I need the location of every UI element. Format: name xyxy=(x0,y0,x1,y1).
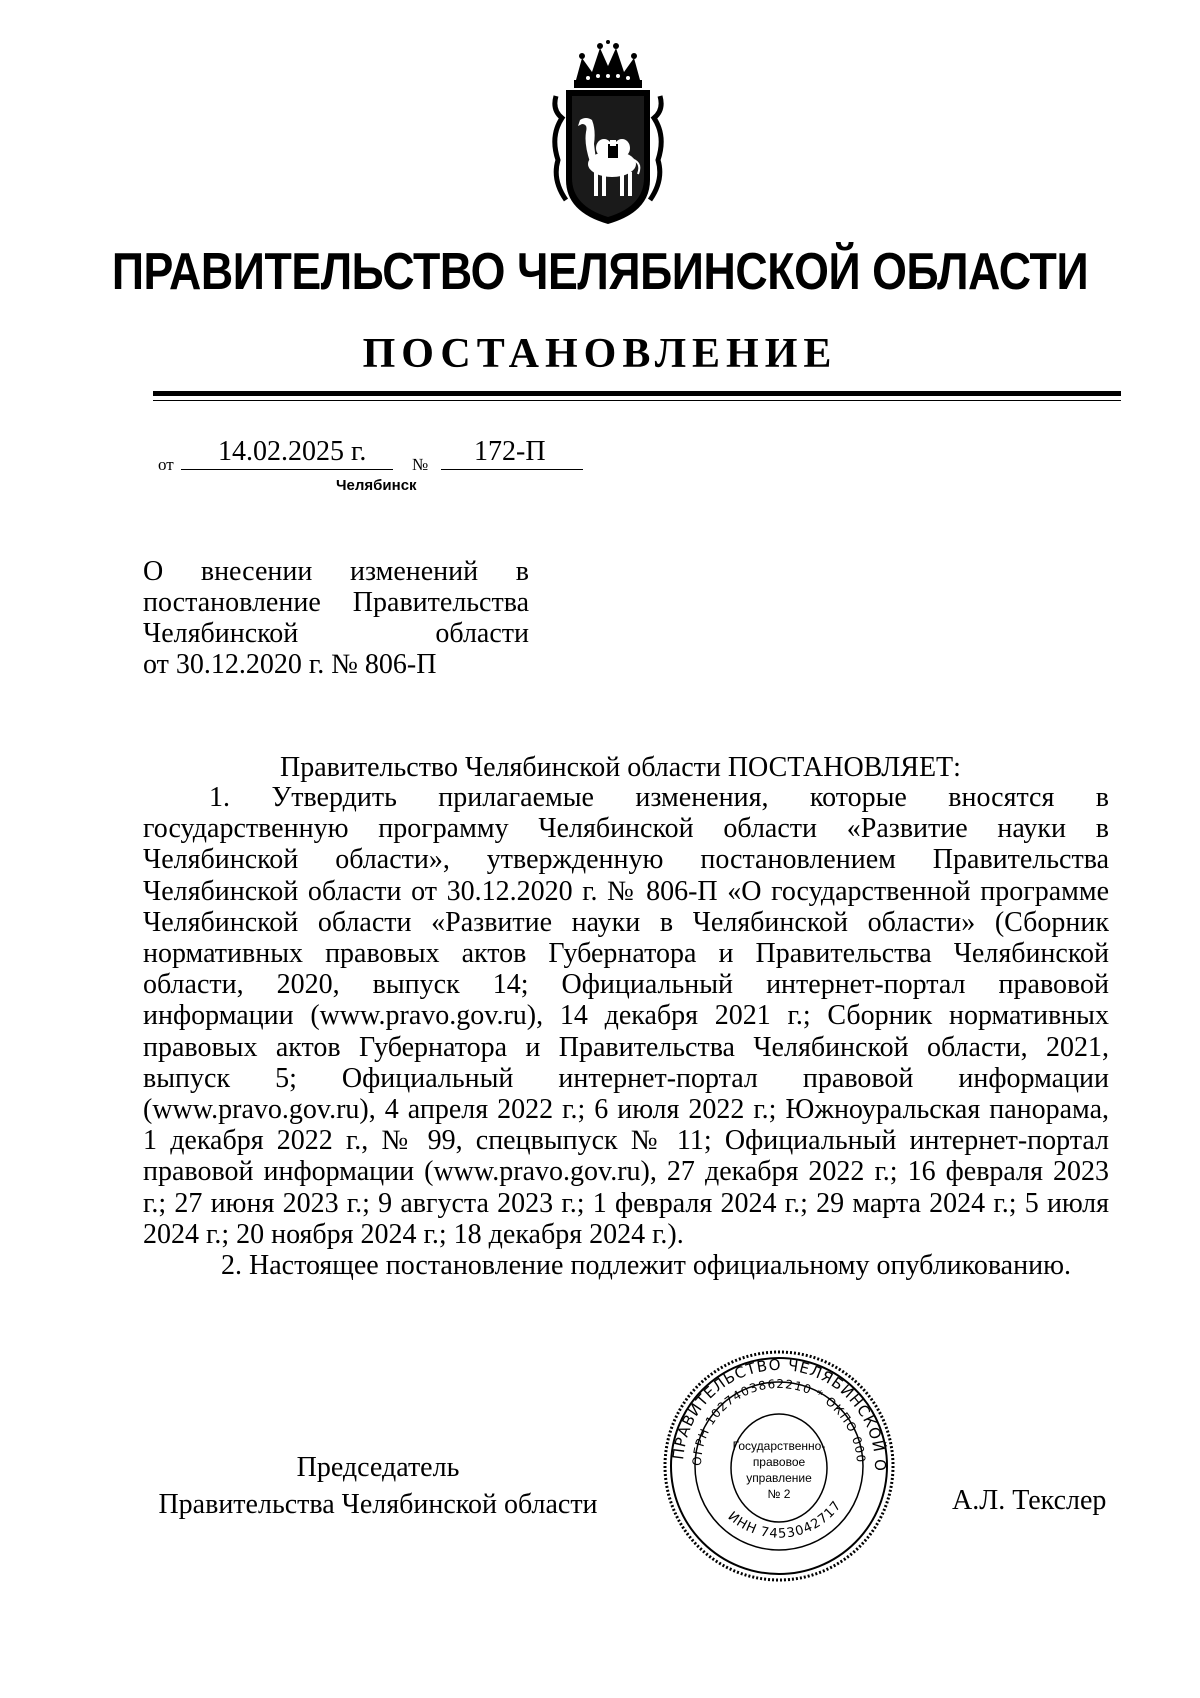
subject-line: О внесении изменений в xyxy=(143,556,529,587)
seal-center-line: № 2 xyxy=(767,1487,791,1501)
organization-title: ПРАВИТЕЛЬСТВО ЧЕЛЯБИНСКОЙ ОБЛАСТИ xyxy=(111,243,1089,301)
body-item-2: 2. Настоящее постановление подлежит официальному опубликованию. xyxy=(221,1250,1071,1282)
document-type: ПОСТАНОВЛЕНИЕ xyxy=(362,331,838,377)
signer-title-line: Председатель xyxy=(296,1452,460,1483)
signer-name: А.Л. Текслер xyxy=(952,1485,1107,1516)
subject-line: постановление Правительства xyxy=(143,587,529,618)
signer-title-line: Правительства Челябинской области xyxy=(158,1489,598,1520)
seal-inn-text: ИНН 7453042717 xyxy=(724,1498,845,1542)
seal-ring-text: ПРАВИТЕЛЬСТВО ЧЕЛЯБИНСКОЙ О xyxy=(669,1355,890,1472)
seal-center-line: правовое xyxy=(752,1455,806,1469)
document-subject xyxy=(143,556,529,680)
seal-center-line: Государственно- xyxy=(732,1439,826,1453)
preamble: Правительство Челябинской области ПОСТАНОВЛЯЕТ: xyxy=(280,752,961,783)
body-item-1: 1. Утвердить прилагаемые изменения, которые вносятся в государственную программу Челябинской области «Развитие науки в Челябинской области», утвержденную постановлением Правительства Челябинской области от 30.12.2020 г. № 806-П «О государственной программе Челябинской области «Развитие науки в Челябинской области» (Сборник нормативных правовых актов Губернатора и Правительства Челябинской области, 2020, выпуск 14; Официальный интернет-портал правовой информации (www.pravo.gov.ru), 14 декабря 2021 г.; Сборник нормативных правовых актов Губернатора и Правительства Челябинской области, 2021, выпуск 5; Официальный интернет-портал правовой информации (www.pravo.gov.ru), 4 апреля 2022 г.; 6 июля 2022 г.; Южноуральская панорама, 1 декабря 2022 г., № 99, спецвыпуск № 11; Официальный интернет-портал правовой информации (www.pravo.gov.ru), 27 декабря 2022 г.; 16 февраля 2023 г.; 27 июня 2023 г.; 9 августа 2023 г.; 1 февраля 2024 г.; 29 марта 2024 г.; 5 июля 2024 г.; 20 ноября 2024 г.; 18 декабря 2024 г.). xyxy=(143,782,1109,1250)
document-number: 172-П xyxy=(474,436,546,467)
number-label: № xyxy=(412,455,429,474)
header-rule-thin xyxy=(153,400,1121,401)
official-seal-icon xyxy=(659,1346,899,1586)
date-underline xyxy=(181,469,393,470)
number-underline xyxy=(441,469,583,470)
signer-title xyxy=(158,1449,598,1523)
seal-center-line: управление xyxy=(746,1471,812,1485)
document-date: 14.02.2025 г. xyxy=(218,436,367,467)
issue-city: Челябинск xyxy=(336,477,417,494)
date-label: от xyxy=(158,455,174,474)
subject-line: от 30.12.2020 г. № 806-П xyxy=(143,649,437,680)
seal-ids-text: ОГРН 1027403862210 * ОКПО 000 xyxy=(689,1376,869,1467)
document-body xyxy=(143,782,1109,1281)
coat-of-arms-icon xyxy=(548,40,668,226)
subject-line: Челябинской области xyxy=(143,618,529,649)
header-rule-thick xyxy=(153,391,1121,396)
